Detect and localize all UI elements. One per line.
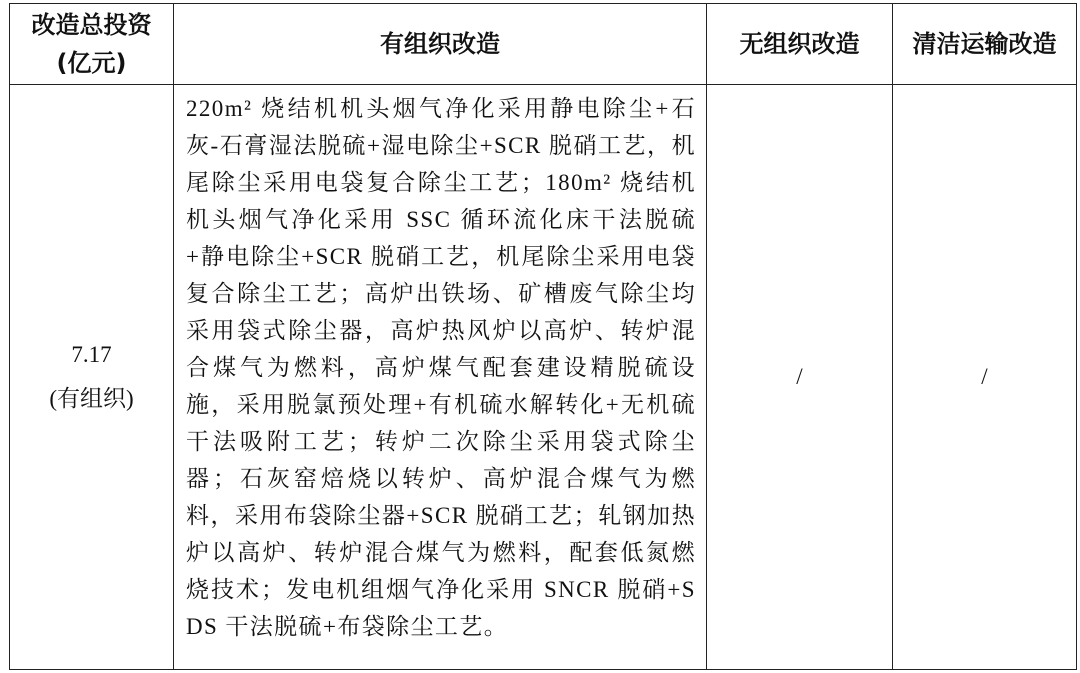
table-row [10,85,1077,670]
organized-renovation-cell: 220m² 烧结机机头烟气净化采用静电除尘+石灰-石膏湿法脱硫+湿电除尘+SCR 脱硝工艺，机尾除尘采用电袋复合除尘工艺；180m² 烧结机机头烟气净化采用 SSC 循环流化床干法脱硫+静电除尘+SCR 脱硝工艺，机尾除尘采用电袋复合除尘工艺；高炉出铁场、矿槽废气除尘均采用袋式除尘器，高炉热风炉以高炉、转炉混合煤气为燃料，高炉煤气配套建设精脱硫设施，采用脱氯预处理+有机硫水解转化+无机硫干法吸附工艺；转炉二次除尘采用袋式除尘器；石灰窑焙烧以转炉、高炉混合煤气为燃料，采用布袋除尘器+SCR 脱硝工艺；轧钢加热炉以高炉、转炉混合煤气为燃料，配套低氮燃烧技术；发电机组烟气净化采用 SNCR 脱硝+SDS 干法脱硫+布袋除尘工艺。 [174,85,707,670]
unorganized-renovation-cell: / [707,85,893,670]
header-total-investment: 改造总投资 (亿元) [10,4,174,85]
table-header-row [10,4,1077,85]
header-organized-renovation: 有组织改造 [174,4,707,85]
clean-transport-renovation-cell: / [893,85,1077,670]
header-unorganized-renovation: 无组织改造 [707,4,893,85]
investment-cell: 7.17 (有组织) [10,85,174,670]
investment-table [9,3,1077,670]
header-clean-transport-renovation: 清洁运输改造 [893,4,1077,85]
